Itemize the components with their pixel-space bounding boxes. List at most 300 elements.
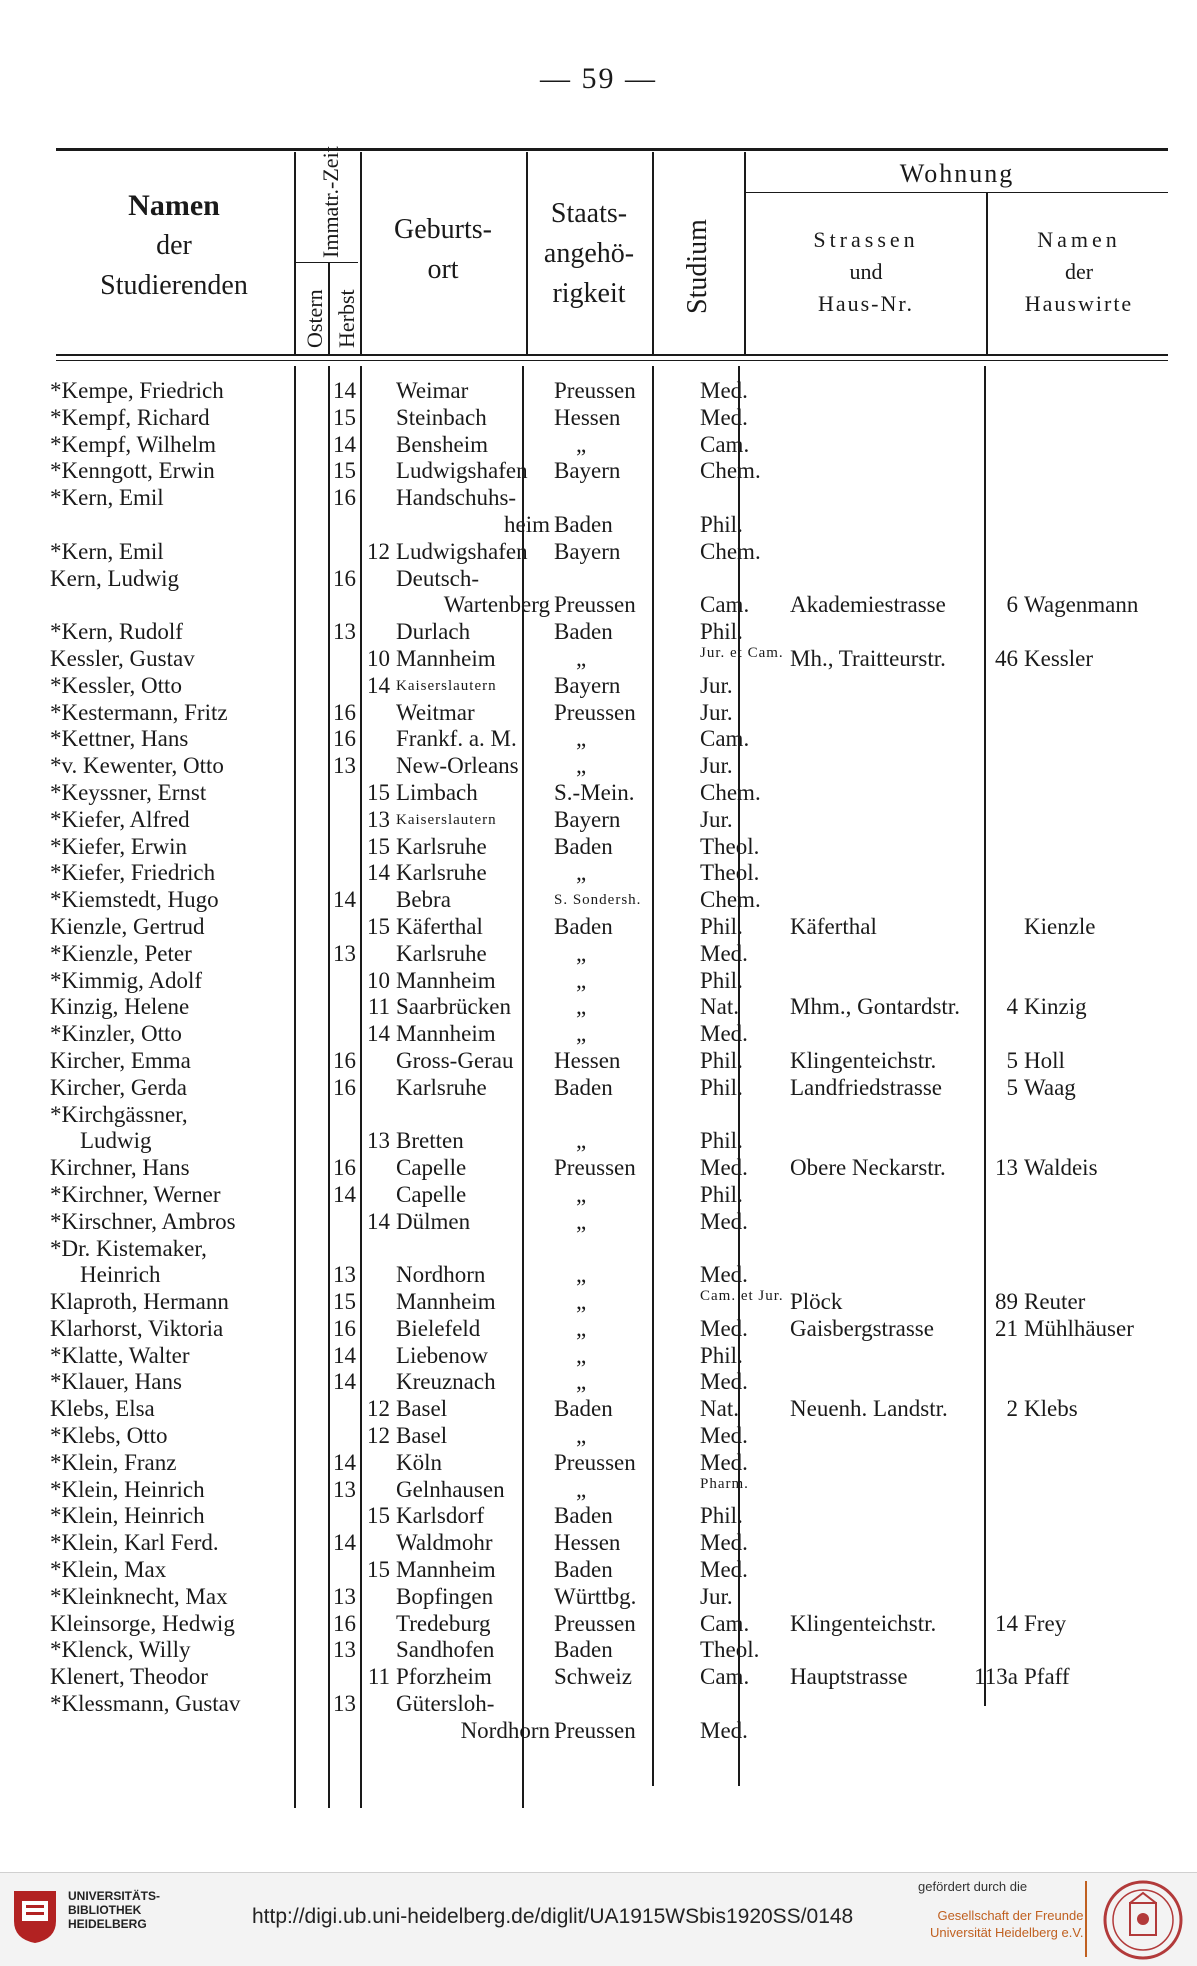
- table-row: [46, 1316, 1184, 1343]
- immatr-herbst: [358, 700, 392, 727]
- footer-separator: [1085, 1881, 1087, 1957]
- birthplace: Waldmohr: [396, 1530, 493, 1556]
- header-geburtsort: [362, 212, 524, 288]
- landlord: [1020, 1557, 1184, 1584]
- birthplace: Bensheim: [396, 431, 488, 457]
- immatr-herbst: 14: [367, 672, 390, 698]
- immatr-herbst: [358, 1637, 392, 1664]
- birthplace: Bopfingen: [396, 1583, 494, 1609]
- table-row: [46, 1182, 1184, 1209]
- study-field: Jur.: [700, 1583, 733, 1609]
- immatr-herbst: 15: [367, 779, 390, 805]
- birthplace: Karlsdorf: [396, 1503, 485, 1529]
- street-address: [786, 619, 1020, 646]
- landlord: [1020, 673, 1184, 700]
- header-strassen: [748, 224, 984, 320]
- study-field: Med.: [700, 1262, 748, 1288]
- table-row: [46, 1584, 1184, 1611]
- immatr-ostern: 13: [333, 1691, 356, 1717]
- header-strassen-line3: Haus-Nr.: [817, 291, 915, 316]
- study-field: Cam.: [700, 431, 750, 457]
- nationality: Preussen: [554, 378, 636, 403]
- student-name: *Kessler, Otto: [50, 672, 182, 698]
- birthplace: [392, 1102, 550, 1129]
- table-row: [46, 512, 1184, 539]
- street-address: [786, 1343, 1020, 1370]
- nationality: Bayern: [554, 458, 621, 484]
- birthplace: Köln: [396, 1449, 442, 1475]
- immatr-ostern: 14: [333, 1530, 356, 1556]
- birthplace: Karlsruhe: [396, 833, 487, 859]
- student-name: *Kempe, Friedrich: [50, 378, 224, 403]
- landlord: Holl: [1024, 1047, 1065, 1073]
- table-row: [46, 941, 1184, 968]
- nationality: „: [576, 1181, 587, 1207]
- immatr-ostern: [324, 1423, 358, 1450]
- street-address: [786, 834, 1020, 861]
- student-name: Kirchner, Hans: [50, 1155, 190, 1181]
- street-address: [786, 1021, 1020, 1048]
- table-row: [46, 1155, 1184, 1182]
- header-wohnung: Wohnung: [899, 159, 1015, 188]
- street-address: [786, 1584, 1020, 1611]
- header-top-rule: [56, 148, 1168, 151]
- street-name: Neuenh. Landstr.: [790, 1396, 948, 1422]
- table-row: [46, 592, 1184, 619]
- immatr-ostern: [324, 1209, 358, 1236]
- nationality: Bayern: [554, 538, 621, 564]
- library-name: [68, 1889, 160, 1931]
- street-name: Hauptstrasse: [790, 1664, 908, 1690]
- university-seal-icon: [1100, 1879, 1186, 1961]
- header-staat-line1: Staats-: [550, 198, 628, 229]
- table-row: [46, 405, 1184, 432]
- landlord: [1020, 566, 1184, 593]
- landlord: [1020, 834, 1184, 861]
- birthplace: Wartenberg: [443, 592, 550, 618]
- table-row: [46, 860, 1184, 887]
- landlord: [1020, 378, 1184, 405]
- header-namen-line2: der: [156, 230, 192, 261]
- nationality: Bayern: [554, 672, 621, 698]
- immatr-herbst: [358, 1718, 392, 1745]
- street-address: [786, 780, 1020, 807]
- street-name: Landfriedstrasse: [790, 1074, 942, 1100]
- header-divider-5: [652, 152, 654, 354]
- landlord: [1020, 619, 1184, 646]
- study-field: Med.: [700, 1449, 748, 1475]
- nationality: Baden: [554, 1637, 613, 1663]
- nationality: [550, 566, 696, 593]
- society-name-line2: Universität Heidelberg e.V.: [930, 1925, 1084, 1940]
- header-staat: [528, 196, 650, 312]
- birthplace: Gelnhausen: [396, 1476, 505, 1502]
- landlord: [1020, 512, 1184, 539]
- study-field: Med.: [700, 1208, 748, 1234]
- immatr-ostern: [324, 646, 358, 673]
- student-name: Klenert, Theodor: [50, 1664, 208, 1690]
- immatr-herbst: 13: [367, 806, 390, 832]
- student-name: *Kern, Emil: [50, 538, 164, 564]
- street-address: [786, 1691, 1020, 1718]
- landlord: [1020, 1236, 1184, 1263]
- birthplace: Nordhorn: [460, 1717, 550, 1743]
- street-name: Obere Neckarstr.: [790, 1155, 946, 1181]
- street-address: [786, 539, 1020, 566]
- nationality: Hessen: [554, 404, 621, 430]
- landlord: Frey: [1024, 1610, 1067, 1636]
- table-row: [46, 1611, 1184, 1638]
- study-field: Cam.: [700, 726, 750, 752]
- study-field: Med.: [700, 1315, 748, 1341]
- street-address: [786, 1316, 1020, 1343]
- student-name: *Klein, Heinrich: [50, 1476, 205, 1502]
- immatr-herbst: [358, 458, 392, 485]
- immatr-herbst: [358, 1182, 392, 1209]
- birthplace: Mannheim: [396, 1557, 496, 1583]
- immatr-herbst: [358, 1155, 392, 1182]
- immatr-ostern: 13: [333, 1262, 356, 1288]
- birthplace: Durlach: [396, 619, 471, 645]
- birthplace: Frankf. a. M.: [396, 726, 517, 752]
- immatr-herbst: [358, 405, 392, 432]
- nationality: „: [576, 1476, 587, 1502]
- nationality: „: [576, 431, 587, 457]
- birthplace: Mannheim: [396, 967, 496, 993]
- landlord: [1020, 780, 1184, 807]
- header-divider-7: [986, 192, 988, 354]
- immatr-herbst: [358, 753, 392, 780]
- table-row: [46, 1343, 1184, 1370]
- student-name: *Kenngott, Erwin: [50, 458, 215, 484]
- nationality: Bayern: [554, 806, 621, 832]
- immatr-herbst: [358, 1102, 392, 1129]
- immatr-herbst: [358, 1369, 392, 1396]
- street-address: [786, 1209, 1020, 1236]
- house-number: 89: [995, 1289, 1018, 1315]
- immatr-ostern: 13: [333, 1476, 356, 1502]
- nationality: „: [576, 994, 587, 1020]
- study-field: Pharm.: [700, 1475, 749, 1492]
- study-field: Med.: [700, 1717, 748, 1743]
- street-address: [786, 1718, 1020, 1745]
- study-field: Phil.: [700, 967, 743, 993]
- student-name: *Kettner, Hans: [50, 726, 189, 752]
- street-address: [786, 432, 1020, 459]
- street-address: [786, 1102, 1020, 1129]
- birthplace: Ludwigshafen: [396, 538, 528, 564]
- study-field: Chem.: [700, 887, 761, 913]
- landlord: [1020, 1450, 1184, 1477]
- immatr-herbst: [358, 726, 392, 753]
- table-row: [46, 834, 1184, 861]
- immatr-herbst: 15: [367, 913, 390, 939]
- street-address: [786, 1369, 1020, 1396]
- study-field: Med.: [700, 378, 748, 403]
- nationality: „: [576, 1423, 587, 1449]
- street-address: [786, 1637, 1020, 1664]
- street-address: [786, 1530, 1020, 1557]
- immatr-herbst: 13: [367, 1128, 390, 1154]
- immatr-herbst: 15: [367, 833, 390, 859]
- study-field: Phil.: [700, 913, 743, 939]
- landlord: [1020, 1503, 1184, 1530]
- header-staat-line3: rigkeit: [552, 278, 626, 309]
- student-name: Kircher, Gerda: [50, 1074, 188, 1100]
- table-row: [46, 753, 1184, 780]
- study-field: Chem.: [700, 538, 761, 564]
- student-name: *Kiefer, Friedrich: [50, 860, 216, 886]
- immatr-rule: [296, 262, 358, 263]
- immatr-herbst: [358, 378, 392, 405]
- student-name: *Kempf, Richard: [50, 404, 210, 430]
- nationality: [550, 1236, 696, 1263]
- immatr-herbst: [358, 619, 392, 646]
- street-name: Akademiestrasse: [790, 592, 946, 618]
- birthplace: Nordhorn: [396, 1262, 486, 1288]
- street-address: [786, 914, 1020, 941]
- street-address: [786, 1075, 1020, 1102]
- student-name: *Kern, Emil: [50, 485, 164, 511]
- study-field: Chem.: [700, 458, 761, 484]
- street-address: [786, 1155, 1020, 1182]
- immatr-ostern: [324, 860, 358, 887]
- society-name-line1: Gesellschaft der Freunde: [937, 1908, 1084, 1923]
- study-field: Jur.: [700, 699, 733, 725]
- student-name: *Klein, Karl Ferd.: [50, 1530, 219, 1556]
- header-studium: Studium: [682, 219, 713, 314]
- immatr-herbst: [358, 1530, 392, 1557]
- header-namen: [56, 188, 292, 304]
- student-name: *Kinzler, Otto: [50, 1021, 182, 1047]
- table-row: [46, 458, 1184, 485]
- landlord: [1020, 941, 1184, 968]
- nationality: „: [576, 645, 587, 671]
- table-row: [46, 968, 1184, 995]
- wohnung-rule: [744, 192, 1168, 193]
- landlord: Waldeis: [1024, 1155, 1098, 1181]
- student-name: Kern, Ludwig: [50, 565, 180, 591]
- nationality: [550, 485, 696, 512]
- nationality: Preussen: [554, 592, 636, 618]
- landlord: [1020, 458, 1184, 485]
- student-name: *v. Kewenter, Otto: [50, 753, 224, 779]
- immatr-ostern: [324, 968, 358, 995]
- street-address: [786, 1423, 1020, 1450]
- table-row: [46, 994, 1184, 1021]
- birthplace: Bielefeld: [396, 1315, 481, 1341]
- nationality: Preussen: [554, 1717, 636, 1743]
- street-address: [786, 726, 1020, 753]
- table-row: [46, 1450, 1184, 1477]
- house-number: 21: [995, 1315, 1018, 1341]
- landlord: [1020, 700, 1184, 727]
- birthplace: Basel: [396, 1396, 448, 1422]
- header-divider-2: [328, 262, 330, 354]
- study-field: Med.: [700, 1369, 748, 1395]
- table-row: [46, 1530, 1184, 1557]
- table-row: [46, 619, 1184, 646]
- table-row: [46, 700, 1184, 727]
- street-address: [786, 807, 1020, 834]
- immatr-ostern: 13: [333, 753, 356, 779]
- immatr-ostern: [324, 1021, 358, 1048]
- immatr-ostern: [324, 1396, 358, 1423]
- library-name-line1: UNIVERSITÄTS-: [68, 1889, 161, 1903]
- house-number: 4: [1006, 994, 1018, 1020]
- landlord: [1020, 1637, 1184, 1664]
- nationality: Baden: [554, 619, 613, 645]
- study-field: Jur.: [700, 806, 733, 832]
- study-field: [696, 485, 786, 512]
- immatr-herbst: [358, 485, 392, 512]
- nationality: [550, 1691, 696, 1718]
- immatr-herbst: [358, 566, 392, 593]
- street-address: [786, 458, 1020, 485]
- immatr-ostern: [324, 1128, 358, 1155]
- landlord: Pfaff: [1024, 1664, 1070, 1690]
- nationality: Baden: [554, 511, 613, 537]
- birthplace: Käferthal: [396, 913, 483, 939]
- immatr-ostern: 16: [333, 1155, 356, 1181]
- house-number: 46: [995, 645, 1018, 671]
- immatr-ostern: 13: [333, 1637, 356, 1663]
- immatr-ostern: 16: [333, 726, 356, 752]
- immatr-herbst: 10: [367, 967, 390, 993]
- society-name: [930, 1907, 1083, 1941]
- immatr-ostern: [324, 1503, 358, 1530]
- landlord: [1020, 1021, 1184, 1048]
- immatr-ostern: [324, 807, 358, 834]
- landlord: [1020, 539, 1184, 566]
- landlord: Reuter: [1024, 1289, 1086, 1315]
- house-number: 2: [1006, 1396, 1018, 1422]
- nationality: [550, 1102, 696, 1129]
- student-name: *Klein, Max: [50, 1557, 167, 1583]
- student-name: *Klein, Franz: [50, 1449, 177, 1475]
- nationality: Preussen: [554, 1449, 636, 1475]
- study-field: Theol.: [700, 860, 760, 886]
- street-address: [786, 646, 1020, 673]
- birthplace: Capelle: [396, 1155, 467, 1181]
- student-name: [46, 592, 324, 619]
- header-geburtsort-line1: Geburts-: [394, 214, 492, 245]
- header-strassen-line2: und: [849, 259, 883, 284]
- landlord: [1020, 1102, 1184, 1129]
- landlord: Kienzle: [1024, 913, 1096, 939]
- source-url[interactable]: http://digi.ub.uni-heidelberg.de/diglit/UA1915WSbis1920SS/0148: [252, 1905, 854, 1928]
- immatr-ostern: 16: [333, 485, 356, 511]
- study-field: Med.: [700, 1021, 748, 1047]
- immatr-herbst: 14: [367, 860, 390, 886]
- street-address: [786, 753, 1020, 780]
- student-name: Kienzle, Gertrud: [50, 913, 205, 939]
- header-bottom-rule-2: [56, 360, 1168, 361]
- table-row: [46, 1209, 1184, 1236]
- student-name: *Klenck, Willy: [50, 1637, 191, 1663]
- student-name: *Klebs, Otto: [50, 1423, 168, 1449]
- immatr-ostern: [324, 1557, 358, 1584]
- student-name: Klaproth, Hermann: [50, 1289, 229, 1315]
- street-name: Klingenteichstr.: [790, 1610, 937, 1636]
- table-row: [46, 432, 1184, 459]
- table-row: [46, 646, 1184, 673]
- table-row: [46, 726, 1184, 753]
- nationality: Baden: [554, 1557, 613, 1583]
- immatr-herbst: 15: [367, 1503, 390, 1529]
- table-row: [46, 887, 1184, 914]
- birthplace: Karlsruhe: [396, 1074, 487, 1100]
- table-row: [46, 914, 1184, 941]
- student-name: *Kiemstedt, Hugo: [50, 887, 219, 913]
- landlord: [1020, 726, 1184, 753]
- funded-by-text: gefördert durch die: [918, 1879, 1028, 1894]
- immatr-ostern: [324, 1664, 358, 1691]
- birthplace: Kreuznach: [396, 1369, 496, 1395]
- street-address: [786, 1503, 1020, 1530]
- student-name: Kinzig, Helene: [50, 994, 190, 1020]
- street-address: [786, 1289, 1020, 1316]
- immatr-ostern: [324, 1236, 358, 1263]
- immatr-ostern: 16: [333, 1610, 356, 1636]
- student-name: *Klatte, Walter: [50, 1342, 190, 1368]
- immatr-herbst: [358, 1584, 392, 1611]
- birthplace: Capelle: [396, 1181, 467, 1207]
- birthplace: New-Orleans: [396, 753, 519, 779]
- immatr-ostern: 16: [333, 699, 356, 725]
- table-row: [46, 807, 1184, 834]
- immatr-ostern: [324, 1102, 358, 1129]
- study-field: Cam.: [700, 1664, 750, 1690]
- street-address: [786, 860, 1020, 887]
- nationality: „: [576, 1021, 587, 1047]
- nationality: „: [576, 1262, 587, 1288]
- birthplace: Gütersloh-: [396, 1691, 495, 1717]
- immatr-ostern: 16: [333, 1315, 356, 1341]
- nationality: „: [576, 1369, 587, 1395]
- landlord: [1020, 1691, 1184, 1718]
- nationality: „: [576, 1315, 587, 1341]
- landlord: [1020, 1477, 1184, 1504]
- study-field: [696, 566, 786, 593]
- landlord: [1020, 485, 1184, 512]
- street-name: Käferthal: [790, 913, 877, 939]
- street-address: [786, 887, 1020, 914]
- street-address: [786, 1477, 1020, 1504]
- birthplace: Ludwigshafen: [396, 458, 528, 484]
- landlord: [1020, 1128, 1184, 1155]
- table-row: [46, 1423, 1184, 1450]
- immatr-ostern: 15: [333, 458, 356, 484]
- footer-bar: [0, 1872, 1197, 1966]
- birthplace: heim: [504, 511, 550, 537]
- street-address: [786, 1396, 1020, 1423]
- birthplace: Mannheim: [396, 645, 496, 671]
- immatr-ostern: [324, 673, 358, 700]
- nationality: Hessen: [554, 1047, 621, 1073]
- immatr-ostern: [324, 834, 358, 861]
- landlord: [1020, 1262, 1184, 1289]
- table-row: [46, 1262, 1184, 1289]
- immatr-ostern: [324, 780, 358, 807]
- landlord: [1020, 1584, 1184, 1611]
- study-field: Jur. et Cam.: [700, 644, 784, 661]
- header-bottom-rule: [56, 354, 1168, 356]
- nationality: Baden: [554, 1503, 613, 1529]
- student-name: *Kirchgässner,: [50, 1101, 188, 1127]
- header-divider-1: [294, 152, 296, 354]
- landlord: [1020, 968, 1184, 995]
